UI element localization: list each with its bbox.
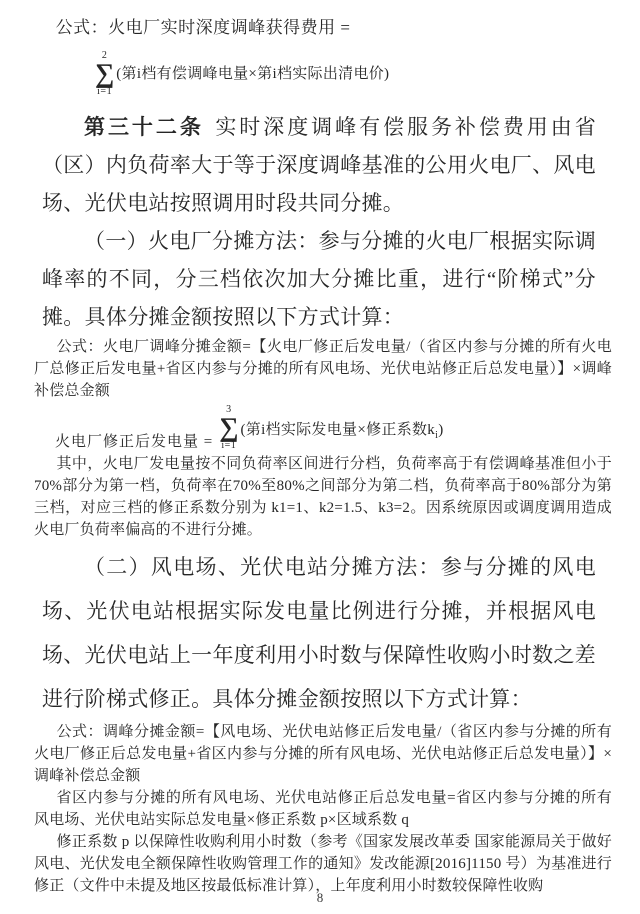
formula-intro-line: 公式：火电厂实时深度调峰获得费用 = xyxy=(55,18,351,37)
sigma-stack-2 xyxy=(219,404,238,451)
sum-lower-limit-1: i=1 xyxy=(97,86,113,97)
fire-share-formula-text: 公式：火电厂调峰分摊金额=【火电厂修正后发电量/（省区内参与分摊的所有火电厂总修正后发电量+省区内参与分摊的所有风电场、光伏电站修正后总发电量）】×调峰补偿总金额 xyxy=(34,339,612,399)
article-body-text: 实时深度调峰有偿服务补偿费用由省（区）内负荷率大于等于深度调峰基准的公用火电厂、风电场、光伏电站按照调用时段共同分摊。 xyxy=(42,115,596,215)
formula-body-1: (第i档有偿调峰电量×第i档实际出清电价) xyxy=(116,65,390,82)
sigma-icon: ∑ xyxy=(95,58,115,88)
sigma-icon: ∑ xyxy=(219,412,239,442)
item-one-paragraph: （一）火电厂分摊方法：参与分摊的火电厂根据实际调峰率的不同，分三档依次加大分摊比重，进行“阶梯式”分摊。具体分摊金额按照以下方式计算： xyxy=(42,229,596,329)
formula2-body-suffix: ) xyxy=(438,421,444,438)
formula2-lhs: 火电厂修正后发电量 = xyxy=(55,434,214,450)
item-two-paragraph: （二）风电场、光伏电站分摊方法：参与分摊的风电场、光伏电站根据实际发电量比例进行分摊，并根据风电场、光伏电站上一年度利用小时数与保障性收购小时数之差进行阶梯式修正。具体分摊金额按照以下方式计算： xyxy=(42,555,596,711)
formula2-body-prefix: (第i档实际发电量×修正系数k xyxy=(240,421,436,438)
article-number: 第三十二条 xyxy=(84,115,204,139)
realtime-fee-summation-formula xyxy=(93,50,596,97)
wind-share-formula-text: 公式：调峰分摊金额=【风电场、光伏电站修正后发电量/（省区内参与分摊的所有火电厂修正后总发电量+省区内参与分摊的所有风电场、光伏电站修正后总发电量）】×调峰补偿总金额 xyxy=(34,724,612,784)
k-subscript: i xyxy=(435,429,439,441)
corrected-output-summation-formula xyxy=(55,404,596,451)
wind-total-formula-text: 省区内参与分摊的所有风电场、光伏电站修正后总发电量=省区内参与分摊的所有风电场、光伏电站实际总发电量×修正系数 p×区域系数 q xyxy=(34,790,612,828)
sum-upper-limit-1: 2 xyxy=(101,50,108,61)
formula2-body xyxy=(240,421,443,445)
coefficient-p-note: 修正系数 p 以保障性收购利用小时数（参考《国家发展改革委 国家能源局关于做好风电、光伏发电全额保障性收购管理工作的通知》发改能源[2016]1150 号）为基准进行修正（文件中未提及地区按最低标准计算），上年度利用小时数较保障性收购 xyxy=(34,834,612,894)
sum-upper-limit-2: 3 xyxy=(226,404,232,415)
sigma-stack-1 xyxy=(95,50,114,97)
page-number: 8 xyxy=(316,890,324,905)
article-32-paragraph xyxy=(42,108,596,222)
tier-coefficients-note: 其中，火电厂发电量按不同负荷率区间进行分档，负荷率高于有偿调峰基准但小于70%部分为第一档，负荷率在70%至80%之间部分为第二档，负荷率高于80%部分为第三档，对应三档的修正系数分别为 k1=1、k2=1.5、k3=2。因系统原因或调度调用造成火电厂负荷率偏高的不进行分摊。 xyxy=(34,456,612,538)
sum-lower-limit-2: i=1 xyxy=(221,440,237,451)
